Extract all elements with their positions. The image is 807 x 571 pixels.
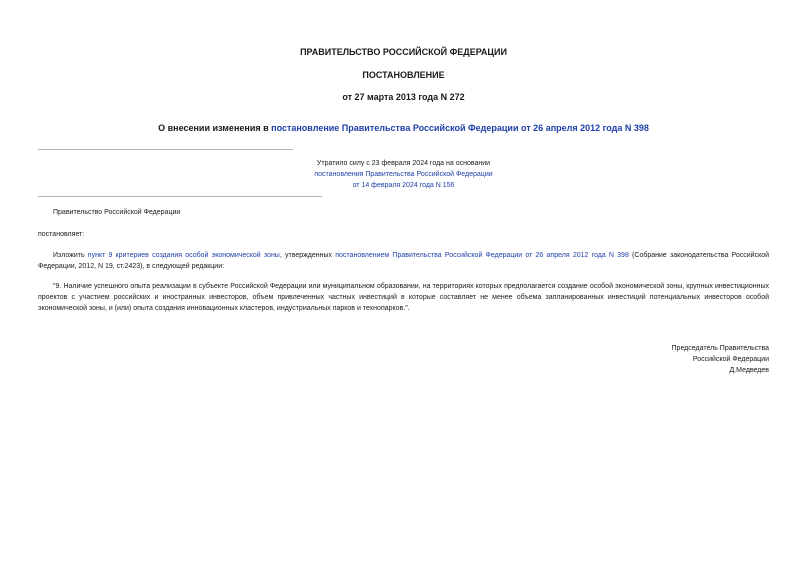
p1-link-resolution[interactable]: постановлением Правительства Российской Федерации от 26 апреля 2012 года N 398 bbox=[335, 252, 629, 259]
title-link[interactable]: постановление Правительства Российской Федерации от 26 апреля 2012 года N 398 bbox=[271, 123, 649, 133]
signature-position: Председатель Правительства bbox=[671, 345, 769, 352]
document-type: ПОСТАНОВЛЕНИЕ bbox=[362, 70, 445, 80]
divider-bottom bbox=[38, 196, 322, 197]
title-prefix: О внесении изменения в bbox=[158, 123, 272, 133]
government-line: Правительство Российской Федерации bbox=[53, 209, 181, 216]
document-title bbox=[0, 123, 807, 133]
document-date-number: от 27 марта 2013 года N 272 bbox=[342, 92, 465, 102]
p1-link-criteria[interactable]: пункт 9 критериев создания особой экономической зоны bbox=[87, 252, 280, 259]
status-link-line2[interactable]: от 14 февраля 2024 года N 156 bbox=[352, 182, 455, 189]
divider-top bbox=[38, 149, 293, 150]
status-text: Утратило силу с 23 февраля 2024 года на основании bbox=[316, 160, 491, 167]
signature-name: Д.Медведев bbox=[729, 367, 769, 374]
p1-text-2: , утвержденных bbox=[279, 252, 336, 259]
new-wording-paragraph: "9. Наличие успешного опыта реализации в субъекте Российской Федерации или муниципальном образовании, на территориях которых предполагается создание особой экономической зоны, крупных инвестиционных проектов с участием российских и иностранных инвесторов, объем привлеченных частных инвестиций в которые составляет не менее объема запланированных инвестиций потенциальных инвесторов особой экономической зоны, и (или) опыта создания инновационных кластеров, индустриальных парков и технопарков.". bbox=[38, 283, 769, 312]
resolves-line: постановляет: bbox=[38, 231, 85, 238]
status-note bbox=[0, 158, 807, 191]
signature-org: Российской Федерации bbox=[692, 356, 769, 363]
status-link-line1[interactable]: постановления Правительства Российской Федерации bbox=[314, 171, 493, 178]
p1-text-3: (Собрание законодательства Российской Федерации, 2012, N 19, ст.2423), в следующей редакции: bbox=[38, 252, 770, 270]
amendment-paragraph bbox=[38, 250, 769, 272]
signature-block bbox=[672, 343, 769, 376]
government-heading: ПРАВИТЕЛЬСТВО РОССИЙСКОЙ ФЕДЕРАЦИИ bbox=[300, 47, 507, 57]
p1-text-1: Изложить bbox=[53, 252, 88, 259]
